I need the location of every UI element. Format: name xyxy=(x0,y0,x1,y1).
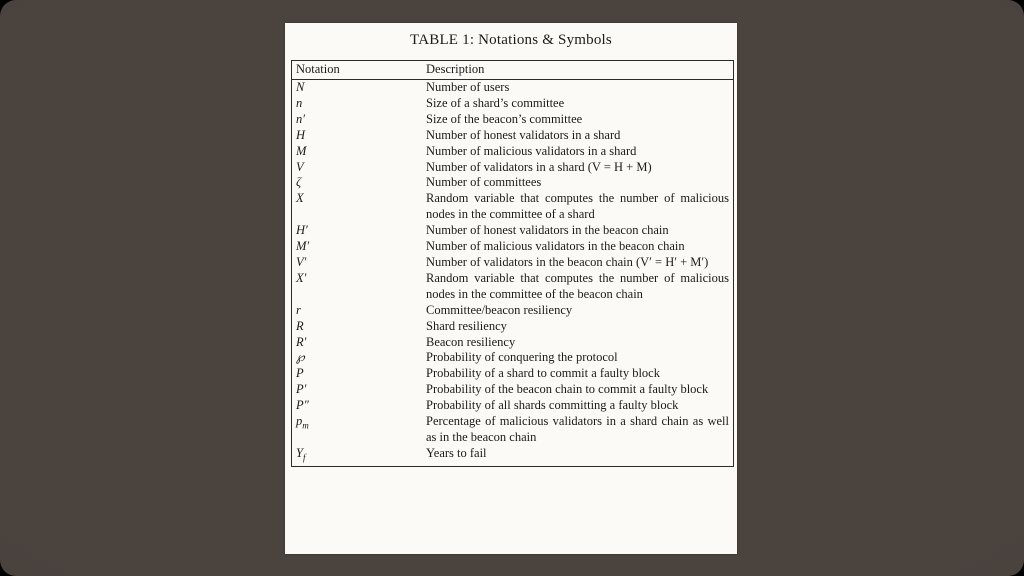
table-row xyxy=(292,271,734,303)
description-cell: Probability of conquering the protocol xyxy=(426,350,618,365)
description-cell: Beacon resiliency xyxy=(426,334,516,349)
table-header-row xyxy=(292,61,734,80)
table-row xyxy=(292,112,734,128)
table-caption: TABLE 1: Notations & Symbols xyxy=(410,32,612,48)
table-header xyxy=(292,61,734,80)
notation-cell: P″ xyxy=(296,398,309,413)
description-cell: Years to fail xyxy=(426,445,487,460)
description-cell: Number of users xyxy=(426,80,510,94)
table-row xyxy=(292,303,734,319)
notation-cell: H′ xyxy=(296,223,308,238)
description-cell: Size of a shard’s committee xyxy=(426,95,565,110)
table-row xyxy=(292,335,734,351)
description-cell: Committee/beacon resiliency xyxy=(426,302,573,317)
description-cell: Number of malicious validators in a shard xyxy=(426,143,637,158)
notation-cell: P xyxy=(296,366,304,381)
description-cell: Probability of the beacon chain to commit a faulty block xyxy=(426,382,709,397)
notation-cell: M′ xyxy=(296,239,310,254)
notation-cell: ℘ xyxy=(296,350,305,365)
notation-cell: V xyxy=(296,159,304,174)
table-row xyxy=(292,319,734,335)
description-cell: Number of honest validators in the beacon chain xyxy=(426,223,669,238)
table-row xyxy=(292,96,734,112)
table-row xyxy=(292,191,734,223)
table-row xyxy=(292,144,734,160)
notation-cell: N xyxy=(296,80,305,94)
table-row xyxy=(292,223,734,239)
description-cell: Random variable that computes the number of malicious nodes in the committee of a shard xyxy=(426,191,729,222)
table-row xyxy=(292,398,734,414)
description-cell: Number of validators in a shard (V = H + M) xyxy=(426,159,652,174)
table-row xyxy=(292,382,734,398)
description-cell: Number of validators in the beacon chain (V′ = H′ + M′) xyxy=(426,254,709,269)
table-row xyxy=(292,128,734,144)
notation-cell: n′ xyxy=(296,111,305,126)
table-row xyxy=(292,446,734,467)
notation-cell: P′ xyxy=(296,382,307,397)
notation-subscript: f xyxy=(302,452,306,463)
notations-table xyxy=(291,60,734,467)
description-cell: Random variable that computes the number of malicious nodes in the committee of the beacon chain xyxy=(426,270,729,301)
notation-cell: X xyxy=(296,191,304,206)
notation-cell: R xyxy=(296,318,304,333)
table-row xyxy=(292,350,734,366)
notation-cell: $p_m$ xyxy=(296,414,309,431)
description-cell: Probability of all shards committing a faulty block xyxy=(426,398,679,413)
description-cell: Number of honest validators in a shard xyxy=(426,127,621,142)
notation-cell: X′ xyxy=(296,270,307,285)
description-cell: Shard resiliency xyxy=(426,318,507,333)
notation-cell: ζ xyxy=(296,175,302,190)
description-cell: Number of malicious validators in the beacon chain xyxy=(426,239,685,254)
notation-cell: r xyxy=(296,302,301,317)
table-body xyxy=(292,80,734,467)
paper-table-panel xyxy=(285,23,737,554)
column-header-notation: Notation xyxy=(292,61,423,80)
description-cell: Probability of a shard to commit a faulty block xyxy=(426,366,660,381)
table-row xyxy=(292,414,734,446)
table-row xyxy=(292,175,734,191)
notation-cell: V′ xyxy=(296,254,307,269)
table-row xyxy=(292,80,734,96)
table-row xyxy=(292,255,734,271)
description-cell: Percentage of malicious validators in a shard chain as well as in the beacon chain xyxy=(426,414,729,444)
notation-cell: n xyxy=(296,95,303,110)
notation-subscript: m xyxy=(302,420,309,431)
description-cell: Size of the beacon’s committee xyxy=(426,111,583,126)
table-row xyxy=(292,366,734,382)
description-cell: Number of committees xyxy=(426,175,542,190)
notation-cell: M xyxy=(296,143,307,158)
notation-cell: H xyxy=(296,127,306,142)
table-row xyxy=(292,160,734,176)
column-header-description: Description xyxy=(422,61,734,80)
table-row xyxy=(292,239,734,255)
notation-cell: $Y_f$ xyxy=(296,445,306,463)
notation-cell: R′ xyxy=(296,334,307,349)
